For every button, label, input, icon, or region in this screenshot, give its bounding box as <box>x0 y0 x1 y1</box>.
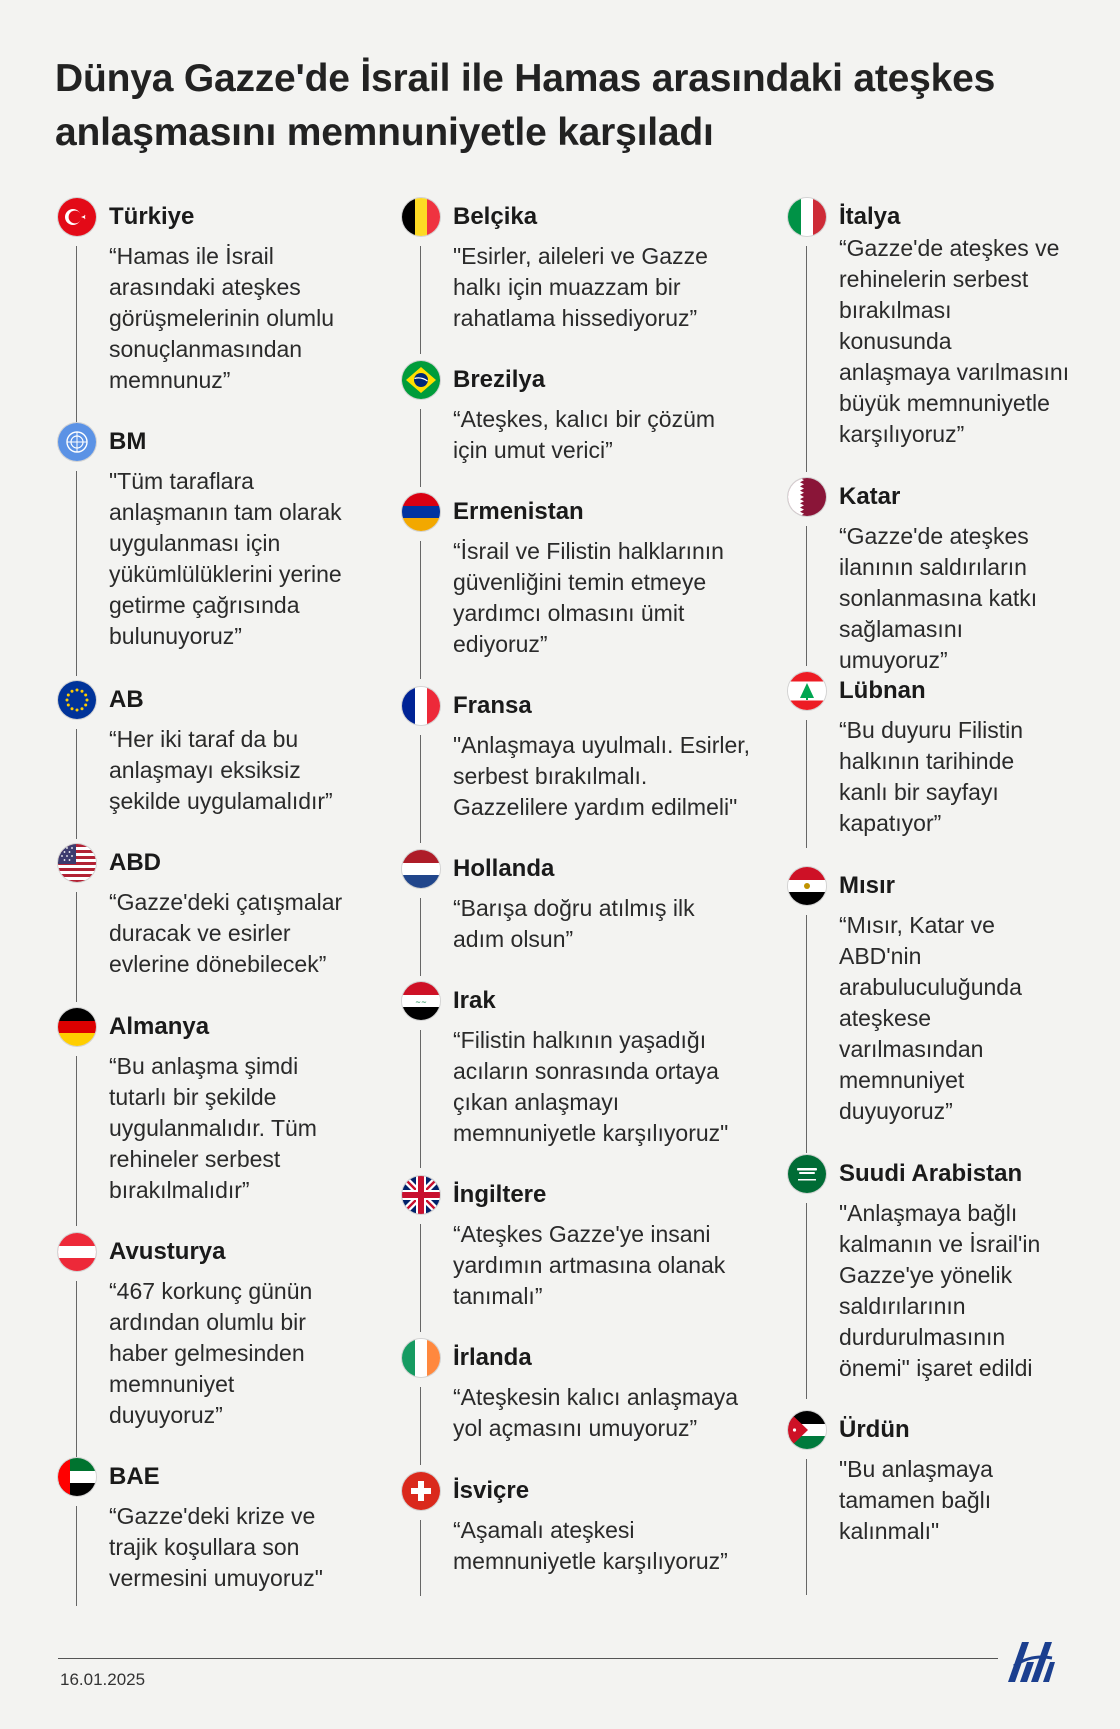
timeline-line <box>420 246 421 354</box>
netherlands-flag-icon <box>402 850 440 888</box>
timeline-line <box>420 409 421 487</box>
quote-text: "Anlaşmaya bağlı kalmanın ve İsrail'in Gazze'ye yönelik saldırılarının durdurulmasının önemi" işaret edildi <box>839 1200 1041 1381</box>
qatar-flag-icon <box>788 478 826 516</box>
timeline-line <box>420 1030 421 1168</box>
italy-flag-icon <box>788 198 826 236</box>
timeline-line <box>420 1520 421 1596</box>
country-name: İtalya <box>839 203 901 230</box>
country-name: ABD <box>109 849 161 876</box>
timeline-line <box>420 1387 421 1465</box>
country-name: Hollanda <box>453 855 555 882</box>
quote-text: “Gazze'deki krize ve trajik koşullara son vermesini umuyoruz" <box>109 1503 323 1591</box>
country-name: Suudi Arabistan <box>839 1160 1023 1187</box>
timeline-line <box>76 471 77 676</box>
country-name: BAE <box>109 1463 160 1490</box>
country-name: Lübnan <box>839 677 926 704</box>
footer-divider <box>58 1658 998 1659</box>
quote-text: “Gazze'de ateşkes ve rehinelerin serbest bırakılması konusunda anlaşmaya varılmasını büyük memnuniyetle karşılıyoruz” <box>839 235 1070 447</box>
timeline-line <box>806 526 807 666</box>
country-name: Mısır <box>839 872 896 899</box>
country-name: Avusturya <box>109 1238 226 1265</box>
quote-text: “Mısır, Katar ve ABD'nin arabuluculuğunda ateşkese varılmasından memnuniyet duyuyoruz” <box>839 912 1022 1124</box>
jordan-flag-icon <box>788 1411 826 1449</box>
quote-text: “İsrail ve Filistin halklarının güvenliğini temin etmeye yardımcı olmasını ümit ediyoruz” <box>453 538 724 657</box>
country-name: İsviçre <box>453 1477 530 1504</box>
publish-date: 16.01.2025 <box>60 1670 146 1689</box>
country-name: Katar <box>839 483 901 510</box>
country-name: Ermenistan <box>453 498 584 525</box>
quote-text: "Bu anlaşmaya tamamen bağlı kalınmalı" <box>839 1456 993 1544</box>
timeline-line <box>420 735 421 843</box>
country-name: Fransa <box>453 692 532 719</box>
timeline-line <box>76 892 77 1002</box>
quote-text: “Aşamalı ateşkesi memnuniyetle karşılıyoruz” <box>453 1517 728 1574</box>
uae-flag-icon <box>58 1458 96 1496</box>
quote-text: “Bu duyuru Filistin halkının tarihinde kanlı bir sayfayı kapatıyor” <box>839 717 1024 836</box>
quote-text: "Tüm taraflara anlaşmanın tam olarak uygulanması için yükümlülüklerini yerine getirme çağrısında bulunuyoruz” <box>109 468 342 649</box>
quote-text: “Barışa doğru atılmış ilk adım olsun” <box>453 895 695 952</box>
country-name: Brezilya <box>453 366 546 393</box>
eu-flag-icon <box>58 681 96 719</box>
timeline-line <box>76 246 77 428</box>
quote-text: “Bu anlaşma şimdi tutarlı bir şekilde uygulanmalıdır. Tüm rehineler serbest bırakılmalıdır” <box>109 1053 317 1203</box>
country-name: Almanya <box>109 1013 210 1040</box>
country-name: İrlanda <box>453 1344 532 1371</box>
un-flag-icon <box>58 423 96 461</box>
timeline-line <box>806 1203 807 1399</box>
timeline-line <box>806 1459 807 1595</box>
quote-text: “Ateşkesin kalıcı anlaşmaya yol açmasını umuyoruz” <box>453 1384 739 1441</box>
lebanon-flag-icon <box>788 672 826 710</box>
brazil-flag-icon <box>402 361 440 399</box>
quote-text: “Filistin halkının yaşadığı acıların sonrasında ortaya çıkan anlaşmayı memnuniyetle karşılıyoruz" <box>453 1027 729 1146</box>
france-flag-icon <box>402 687 440 725</box>
quote-text: “Gazze'deki çatışmalar duracak ve esirler evlerine dönebilecek” <box>109 889 343 977</box>
svg-text:~~: ~~ <box>415 998 427 1007</box>
country-name: Türkiye <box>109 203 195 230</box>
timeline-line <box>76 1506 77 1606</box>
egypt-flag-icon <box>788 867 826 905</box>
timeline-line <box>76 729 77 839</box>
germany-flag-icon <box>58 1008 96 1046</box>
quote-text: “467 korkunç günün ardından olumlu bir haber gelmesinden memnuniyet duyuyoruz” <box>109 1278 313 1428</box>
aa-logo-icon <box>1005 1636 1057 1686</box>
saudi-flag-icon <box>788 1155 826 1193</box>
timeline-line <box>420 898 421 976</box>
quote-text: “Her iki taraf da bu anlaşmayı eksiksiz şekilde uygulamalıdır” <box>109 726 333 814</box>
usa-flag-icon <box>58 844 96 882</box>
country-name: İngiltere <box>453 1181 547 1208</box>
belgium-flag-icon <box>402 198 440 236</box>
quote-text: “Hamas ile İsrail arasındaki ateşkes görüşmelerinin olumlu sonuçlanmasından memnunuz” <box>109 243 334 393</box>
country-name: Belçika <box>453 203 538 230</box>
timeline-line <box>806 246 807 472</box>
country-name: Irak <box>453 987 496 1014</box>
uk-flag-icon <box>402 1176 440 1214</box>
timeline-line <box>806 720 807 848</box>
country-name: AB <box>109 686 144 713</box>
timeline-line <box>420 1224 421 1332</box>
timeline-line <box>806 915 807 1153</box>
timeline-line <box>420 541 421 679</box>
quote-text: “Ateşkes Gazze'ye insani yardımın artmasına olanak tanımalı” <box>453 1221 726 1309</box>
iraq-flag-icon <box>402 982 440 1020</box>
quote-text: “Gazze'de ateşkes ilanının saldırıların sonlanmasına katkı sağlamasını umuyoruz” <box>839 523 1038 673</box>
country-name: BM <box>109 428 147 455</box>
armenia-flag-icon <box>402 493 440 531</box>
ireland-flag-icon <box>402 1339 440 1377</box>
country-name: Ürdün <box>839 1416 910 1443</box>
timeline-line <box>76 1281 77 1457</box>
timeline-line <box>76 1056 77 1226</box>
austria-flag-icon <box>58 1233 96 1271</box>
quote-text: "Esirler, aileleri ve Gazze halkı için muazzam bir rahatlama hissediyoruz” <box>453 243 708 331</box>
quote-text: "Anlaşmaya uyulmalı. Esirler, serbest bırakılmalı. Gazzelilere yardım edilmeli" <box>453 732 751 820</box>
quote-text: “Ateşkes, kalıcı bir çözüm için umut verici” <box>453 406 716 463</box>
switzerland-flag-icon <box>402 1472 440 1510</box>
page-title: Dünya Gazze'de İsrail ile Hamas arasındaki ateşkes anlaşmasını memnuniyetle karşıladı <box>55 57 996 154</box>
turkey-flag-icon <box>58 198 96 236</box>
